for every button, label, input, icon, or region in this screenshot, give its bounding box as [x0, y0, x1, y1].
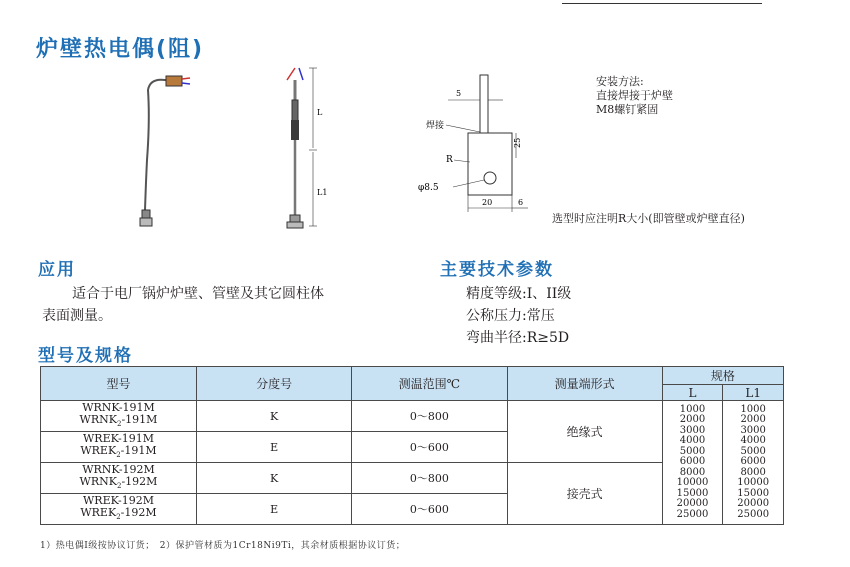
table-row: [41, 401, 784, 432]
length-value: 6000: [740, 456, 766, 468]
length-value: 1000: [740, 403, 766, 415]
selection-note: 选型时应注明R大小(即管壁或炉壁直径): [552, 212, 745, 225]
model-cell: WREK-192M $WREK_2-192M$: [41, 494, 197, 525]
index-cell: E: [197, 494, 352, 525]
col-header-L: L: [662, 385, 723, 401]
range-cell: 0～800: [352, 463, 507, 494]
col-header-index: 分度号: [197, 367, 352, 401]
installation-drawing: [408, 70, 578, 230]
lengths-L-cell: [662, 401, 723, 525]
length-value: 2000: [740, 414, 766, 426]
footnote: 1）热电偶I级按协议订货； 2）保护管材质为1Cr18Ni9Ti，其余材质根据协议订货；: [40, 541, 406, 551]
length-value: 1000: [679, 403, 706, 415]
terminal-cell: 绝缘式: [507, 401, 662, 463]
install-line: M8螺钉紧固: [596, 103, 659, 116]
length-value: 4000: [740, 435, 766, 447]
dim-6-label: 6: [518, 198, 524, 207]
length-value: 8000: [679, 466, 706, 478]
range-cell: 0～600: [352, 432, 507, 463]
param-value: R≥5D: [526, 330, 570, 346]
col-header-L1: L1: [723, 385, 784, 401]
dim-L1-label: L1: [317, 188, 328, 197]
length-value: 15000: [676, 487, 709, 499]
length-value: 20000: [676, 498, 709, 510]
application-heading: 应用: [38, 260, 76, 280]
length-value: 25000: [737, 508, 770, 520]
param-label: 精度等级:: [466, 286, 527, 302]
model-cell: WREK-191M $WREK_2-191M$: [41, 432, 197, 463]
length-value: 5000: [679, 445, 706, 457]
length-value: 10000: [676, 477, 709, 489]
install-method-block: [596, 75, 673, 117]
model-cell: WRNK-191M $WRNK_2-191M$: [41, 401, 197, 432]
weld-label: 焊接: [426, 121, 445, 131]
length-value: 8000: [740, 466, 766, 478]
col-header-model: 型号: [41, 367, 197, 401]
col-header-spec: 规格: [662, 367, 783, 385]
param-label: 弯曲半径:: [466, 330, 527, 346]
col-header-range: 测温范围℃: [352, 367, 507, 401]
index-cell: K: [197, 401, 352, 432]
length-value: 5000: [740, 445, 766, 457]
length-value: 4000: [679, 435, 706, 447]
install-line: 直接焊接于炉壁: [596, 89, 673, 102]
tech-params-heading: 主要技术参数: [440, 260, 554, 280]
index-cell: K: [197, 463, 352, 494]
length-value: 3000: [679, 424, 706, 436]
param-row-accuracy: [466, 283, 571, 305]
radius-label: R: [446, 155, 453, 165]
model-cell: WRNK-192M $WRNK_2-192M$: [41, 463, 197, 494]
index-cell: E: [197, 432, 352, 463]
top-rule: [562, 0, 762, 4]
models-table: [40, 366, 784, 525]
length-value: 15000: [737, 487, 770, 499]
dim-5-label: 5: [456, 89, 462, 98]
lengths-L1-cell: [723, 401, 784, 525]
length-value: 6000: [679, 456, 706, 468]
param-row-pressure: [466, 305, 571, 327]
application-text-line2: 表面测量。: [42, 308, 112, 324]
dim-20-label: 20: [482, 198, 493, 207]
dim-25-label: 25: [513, 137, 522, 148]
param-value: 常压: [526, 308, 555, 324]
hole-diameter-label: φ8.5: [418, 183, 439, 193]
terminal-cell: 接壳式: [507, 463, 662, 525]
param-row-bend-radius: [466, 327, 571, 349]
product-image-curved-thermocouple: [120, 60, 200, 235]
param-label: 公称压力:: [466, 308, 527, 324]
page-title: 炉壁热电偶(阻): [36, 37, 205, 62]
length-value: 2000: [679, 414, 706, 426]
models-heading: 型号及规格: [38, 346, 133, 366]
range-cell: 0～600: [352, 494, 507, 525]
col-header-terminal: 测量端形式: [507, 367, 662, 401]
length-value: 25000: [676, 508, 709, 520]
length-value: 3000: [740, 424, 766, 436]
dim-L-label: L: [317, 108, 323, 117]
length-value: 10000: [737, 477, 770, 489]
product-image-straight-thermocouple: [265, 60, 345, 240]
length-value: 20000: [737, 498, 770, 510]
tech-params-list: [466, 283, 571, 349]
param-value: I、II级: [526, 286, 572, 302]
install-line: 安装方法:: [596, 75, 644, 88]
application-text-line1: 适合于电厂锅炉炉壁、管壁及其它圆柱体: [72, 286, 324, 302]
range-cell: 0～800: [352, 401, 507, 432]
